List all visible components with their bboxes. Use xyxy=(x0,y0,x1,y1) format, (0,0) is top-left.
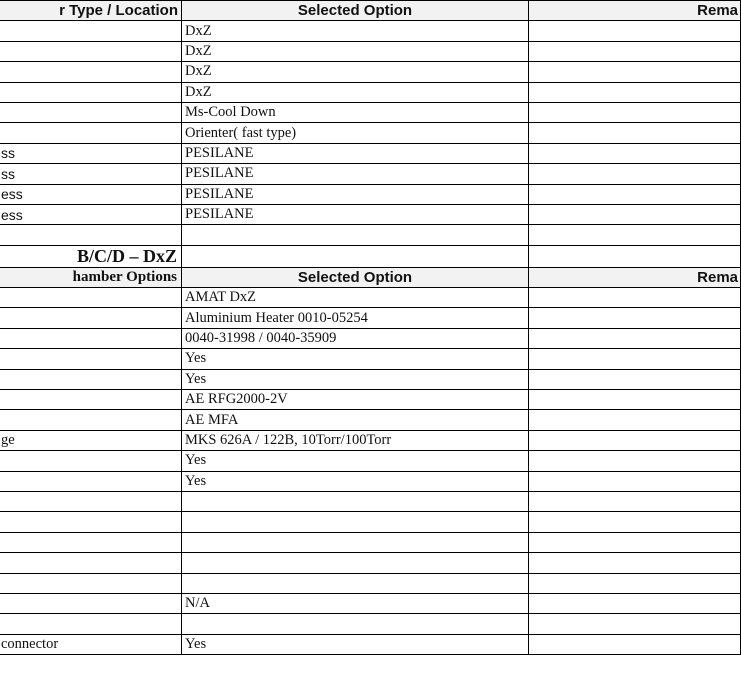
cell-chamber-option xyxy=(0,451,182,471)
cell-chamber-option xyxy=(0,471,182,491)
cell-location xyxy=(0,225,182,245)
cell-remarks xyxy=(529,491,741,511)
cell-remarks xyxy=(529,532,741,552)
section-title-row xyxy=(0,245,741,267)
cell-selected-option: PESILANE xyxy=(182,143,529,163)
cell-remarks xyxy=(529,164,741,184)
table-row xyxy=(0,349,741,369)
cell-chamber-option xyxy=(0,573,182,593)
cell-selected-option: Yes xyxy=(182,349,529,369)
cell-selected-option: DxZ xyxy=(182,82,529,102)
cell-remarks xyxy=(529,430,741,450)
cell-selected-option: AE MFA xyxy=(182,410,529,430)
cell-remarks xyxy=(529,390,741,410)
cell-selected-option: DxZ xyxy=(182,21,529,41)
cell-selected-option: Yes xyxy=(182,471,529,491)
table-row xyxy=(0,308,741,328)
cell-location xyxy=(0,41,182,61)
cell-location xyxy=(0,21,182,41)
cell-selected-option: DxZ xyxy=(182,62,529,82)
cell-remarks xyxy=(529,21,741,41)
table-row xyxy=(0,62,741,82)
table-row xyxy=(0,512,741,532)
cell-selected-option: Orienter( fast type) xyxy=(182,123,529,143)
cell-chamber-option xyxy=(0,369,182,389)
cell-selected-option: PESILANE xyxy=(182,184,529,204)
table-row xyxy=(0,614,741,634)
cell-remarks xyxy=(529,553,741,573)
cell-selected-option: N/A xyxy=(182,593,529,613)
cell-remarks xyxy=(529,204,741,224)
table1-header-row xyxy=(0,1,741,21)
table-row xyxy=(0,634,741,654)
table-row xyxy=(0,143,741,163)
cell-location xyxy=(0,102,182,122)
section-title-blank xyxy=(529,245,741,267)
table-row xyxy=(0,471,741,491)
cell-remarks xyxy=(529,451,741,471)
cell-remarks xyxy=(529,634,741,654)
table-row xyxy=(0,491,741,511)
cell-selected-option xyxy=(182,614,529,634)
cell-remarks xyxy=(529,369,741,389)
cell-remarks xyxy=(529,573,741,593)
cell-selected-option: Yes xyxy=(182,451,529,471)
table-row xyxy=(0,410,741,430)
cell-location xyxy=(0,123,182,143)
cell-selected-option xyxy=(182,225,529,245)
cell-remarks xyxy=(529,225,741,245)
cell-selected-option: Yes xyxy=(182,634,529,654)
cell-selected-option: MKS 626A / 122B, 10Torr/100Torr xyxy=(182,430,529,450)
cell-location: ess xyxy=(0,204,182,224)
table-row xyxy=(0,82,741,102)
cell-selected-option xyxy=(182,553,529,573)
cell-remarks xyxy=(529,308,741,328)
cell-chamber-option: ge xyxy=(0,430,182,450)
table-row xyxy=(0,21,741,41)
cell-selected-option xyxy=(182,573,529,593)
cell-location xyxy=(0,82,182,102)
table-row xyxy=(0,123,741,143)
cell-selected-option xyxy=(182,512,529,532)
cell-remarks xyxy=(529,102,741,122)
cell-selected-option xyxy=(182,491,529,511)
cell-chamber-option xyxy=(0,308,182,328)
cell-selected-option: Ms-Cool Down xyxy=(182,102,529,122)
table-row xyxy=(0,390,741,410)
cell-chamber-option xyxy=(0,410,182,430)
cell-selected-option: Aluminium Heater 0010-05254 xyxy=(182,308,529,328)
cell-chamber-option xyxy=(0,491,182,511)
table-row xyxy=(0,532,741,552)
section-title-blank xyxy=(182,245,529,267)
cell-remarks xyxy=(529,410,741,430)
section-title: B/C/D – DxZ xyxy=(0,245,182,267)
cell-remarks xyxy=(529,512,741,532)
table-row xyxy=(0,573,741,593)
cell-chamber-option xyxy=(0,614,182,634)
header-selected-option: Selected Option xyxy=(182,1,529,21)
header-selected-option: Selected Option xyxy=(182,267,529,287)
cell-chamber-option xyxy=(0,593,182,613)
cell-selected-option: AE RFG2000-2V xyxy=(182,390,529,410)
cell-chamber-option xyxy=(0,288,182,308)
cell-location: ss xyxy=(0,143,182,163)
cell-remarks xyxy=(529,349,741,369)
cell-remarks xyxy=(529,614,741,634)
table-row xyxy=(0,102,741,122)
cell-remarks xyxy=(529,593,741,613)
header-remarks: Rema xyxy=(529,267,741,287)
cell-remarks xyxy=(529,328,741,348)
table-row xyxy=(0,41,741,61)
cell-remarks xyxy=(529,143,741,163)
cell-location xyxy=(0,62,182,82)
cell-chamber-option: connector xyxy=(0,634,182,654)
cell-remarks xyxy=(529,288,741,308)
table-row xyxy=(0,369,741,389)
cell-remarks xyxy=(529,123,741,143)
table-row xyxy=(0,328,741,348)
cell-location: ss xyxy=(0,164,182,184)
cell-selected-option: PESILANE xyxy=(182,204,529,224)
cell-location: ess xyxy=(0,184,182,204)
table-row xyxy=(0,184,741,204)
table-row xyxy=(0,204,741,224)
cell-remarks xyxy=(529,41,741,61)
table-row xyxy=(0,225,741,245)
cell-selected-option: PESILANE xyxy=(182,164,529,184)
cell-remarks xyxy=(529,184,741,204)
cell-selected-option xyxy=(182,532,529,552)
table-row xyxy=(0,593,741,613)
cell-chamber-option xyxy=(0,553,182,573)
table-row xyxy=(0,553,741,573)
table-row xyxy=(0,288,741,308)
cell-chamber-option xyxy=(0,390,182,410)
cell-remarks xyxy=(529,82,741,102)
cell-selected-option: DxZ xyxy=(182,41,529,61)
cell-chamber-option xyxy=(0,512,182,532)
cell-selected-option: 0040-31998 / 0040-35909 xyxy=(182,328,529,348)
header-chamber-options: hamber Options xyxy=(0,267,182,287)
table2-header-row xyxy=(0,267,741,287)
cell-chamber-option xyxy=(0,349,182,369)
cell-selected-option: AMAT DxZ xyxy=(182,288,529,308)
table-row xyxy=(0,451,741,471)
cell-chamber-option xyxy=(0,328,182,348)
cell-remarks xyxy=(529,62,741,82)
table-row xyxy=(0,430,741,450)
cell-remarks xyxy=(529,471,741,491)
cell-selected-option: Yes xyxy=(182,369,529,389)
header-remarks: Rema xyxy=(529,1,741,21)
cell-chamber-option xyxy=(0,532,182,552)
header-location: r Type / Location xyxy=(0,1,182,21)
table-row xyxy=(0,164,741,184)
